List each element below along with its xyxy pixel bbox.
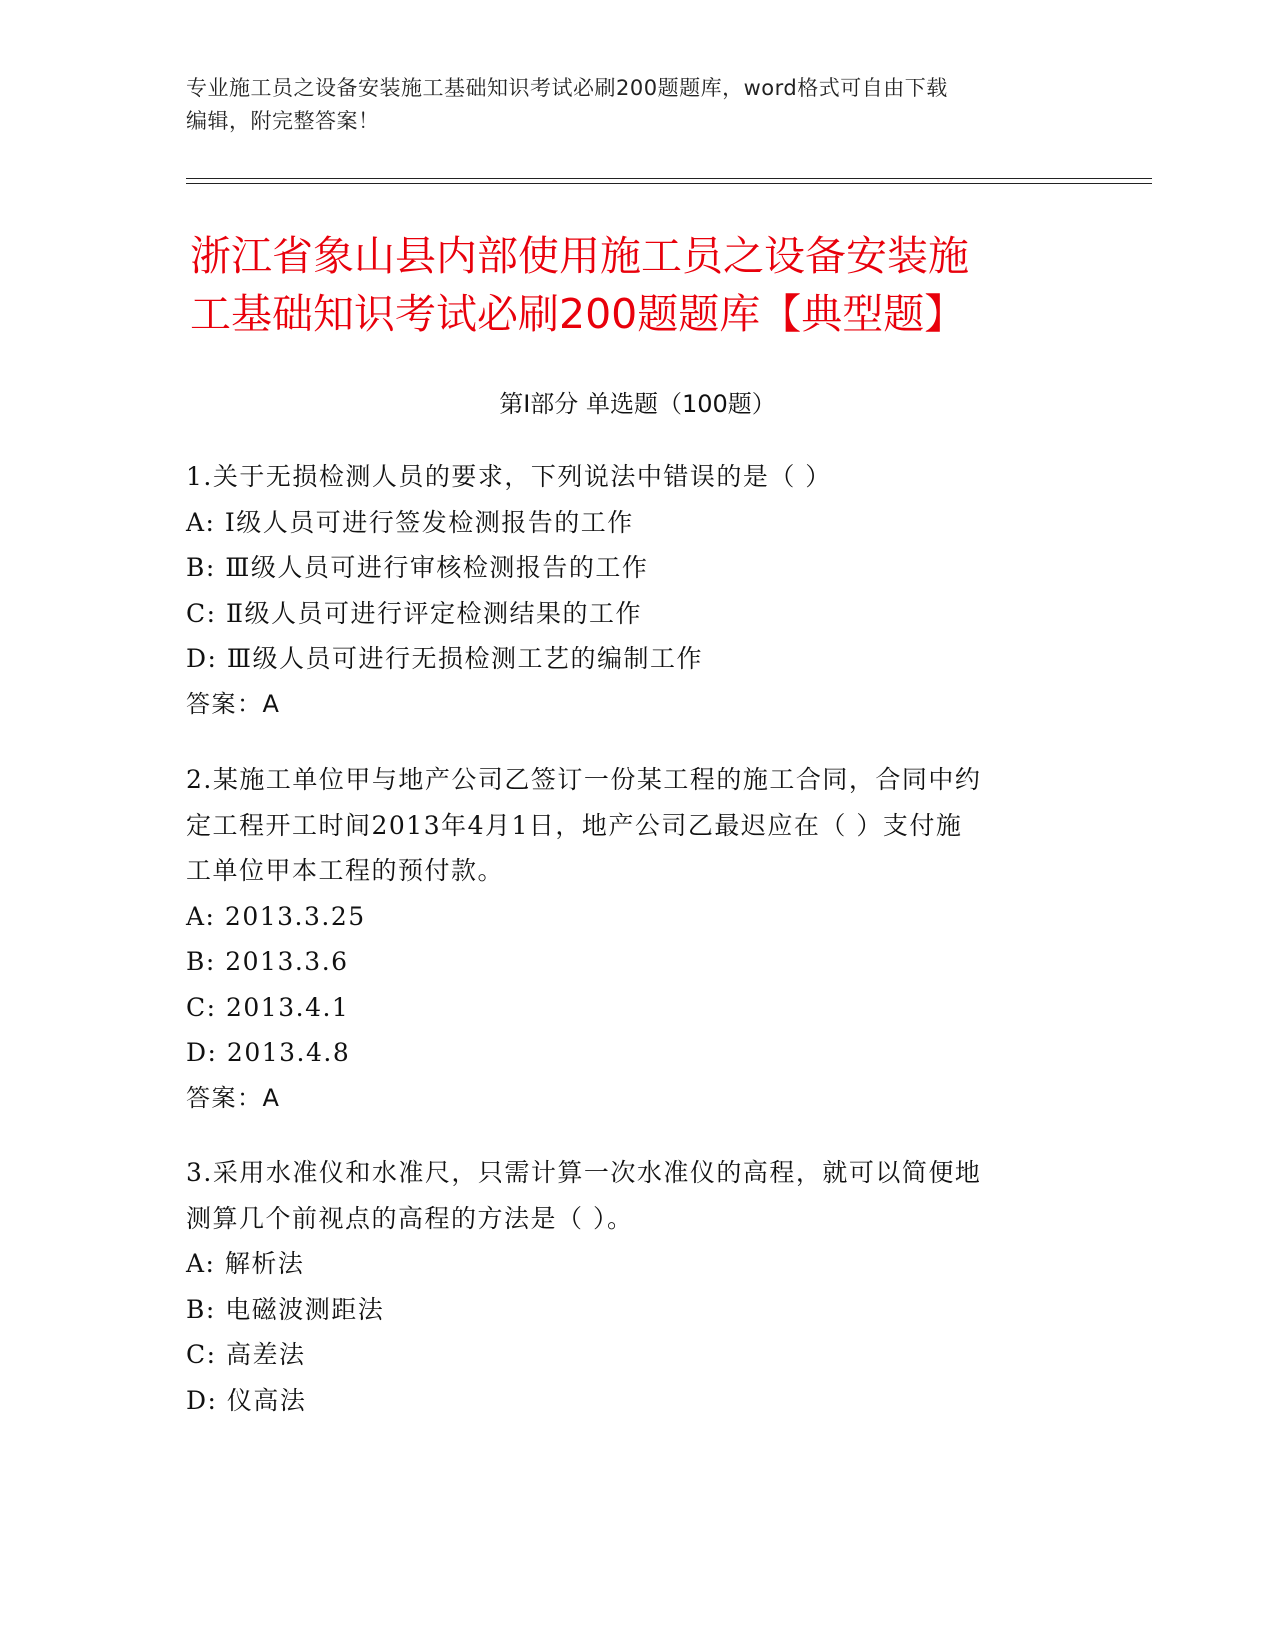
- question-3: [186, 1150, 1066, 1423]
- question-1: [186, 454, 1066, 727]
- header-rule-bottom: [186, 183, 1152, 184]
- option-d: D: Ⅲ级人员可进行无损检测工艺的编制工作: [186, 644, 704, 673]
- question-stem-line2: 测算几个前视点的高程的方法是（ ）。: [186, 1203, 634, 1233]
- option-c: C: 高差法: [186, 1340, 306, 1369]
- answer: 答案：A: [186, 689, 281, 718]
- question-stem-line2: 定工程开工时间2013年4月1日，地产公司乙最迟应在（ ）支付施: [186, 810, 963, 840]
- option-b: B: 电磁波测距法: [186, 1294, 385, 1324]
- question-stem-line1: 2.某施工单位甲与地产公司乙签订一份某工程的施工合同，合同中约: [186, 765, 982, 794]
- header-note-line2: 编辑，附完整答案！: [186, 109, 380, 133]
- document-title-line1: 浙江省象山县内部使用施工员之设备安装施: [190, 232, 969, 280]
- section-title: 第Ⅰ部分 单选题（100题）: [499, 390, 776, 418]
- option-d: D: 2013.4.8: [186, 1038, 351, 1067]
- question-stem-line3: 工单位甲本工程的预付款。: [186, 856, 505, 885]
- document-title: [190, 227, 1090, 343]
- option-a: A: 解析法: [186, 1249, 305, 1278]
- option-c: C: 2013.4.1: [186, 992, 350, 1022]
- header-note: [186, 72, 1066, 138]
- option-d: D: 仪高法: [186, 1385, 307, 1415]
- question-2: [186, 757, 1066, 1121]
- answer: 答案：A: [186, 1083, 281, 1112]
- option-c: C: Ⅱ级人员可进行评定检测结果的工作: [186, 598, 642, 628]
- header-note-line1: 专业施工员之设备安装施工基础知识考试必刷200题题库，word格式可自由下载: [186, 76, 948, 100]
- option-b: B: Ⅲ级人员可进行审核检测报告的工作: [186, 553, 649, 582]
- header-rule-top: [186, 178, 1152, 179]
- question-stem-line1: 3.采用水准仪和水准尺，只需计算一次水准仪的高程，就可以简便地: [186, 1158, 982, 1187]
- option-a: A: 2013.3.25: [186, 901, 366, 931]
- document-title-line2: 工基础知识考试必刷200题题库【典型题】: [190, 290, 966, 338]
- question-stem: 1.关于无损检测人员的要求，下列说法中错误的是（ ）: [186, 462, 832, 491]
- option-a: A: Ⅰ级人员可进行签发检测报告的工作: [186, 507, 634, 537]
- option-b: B: 2013.3.6: [186, 947, 349, 976]
